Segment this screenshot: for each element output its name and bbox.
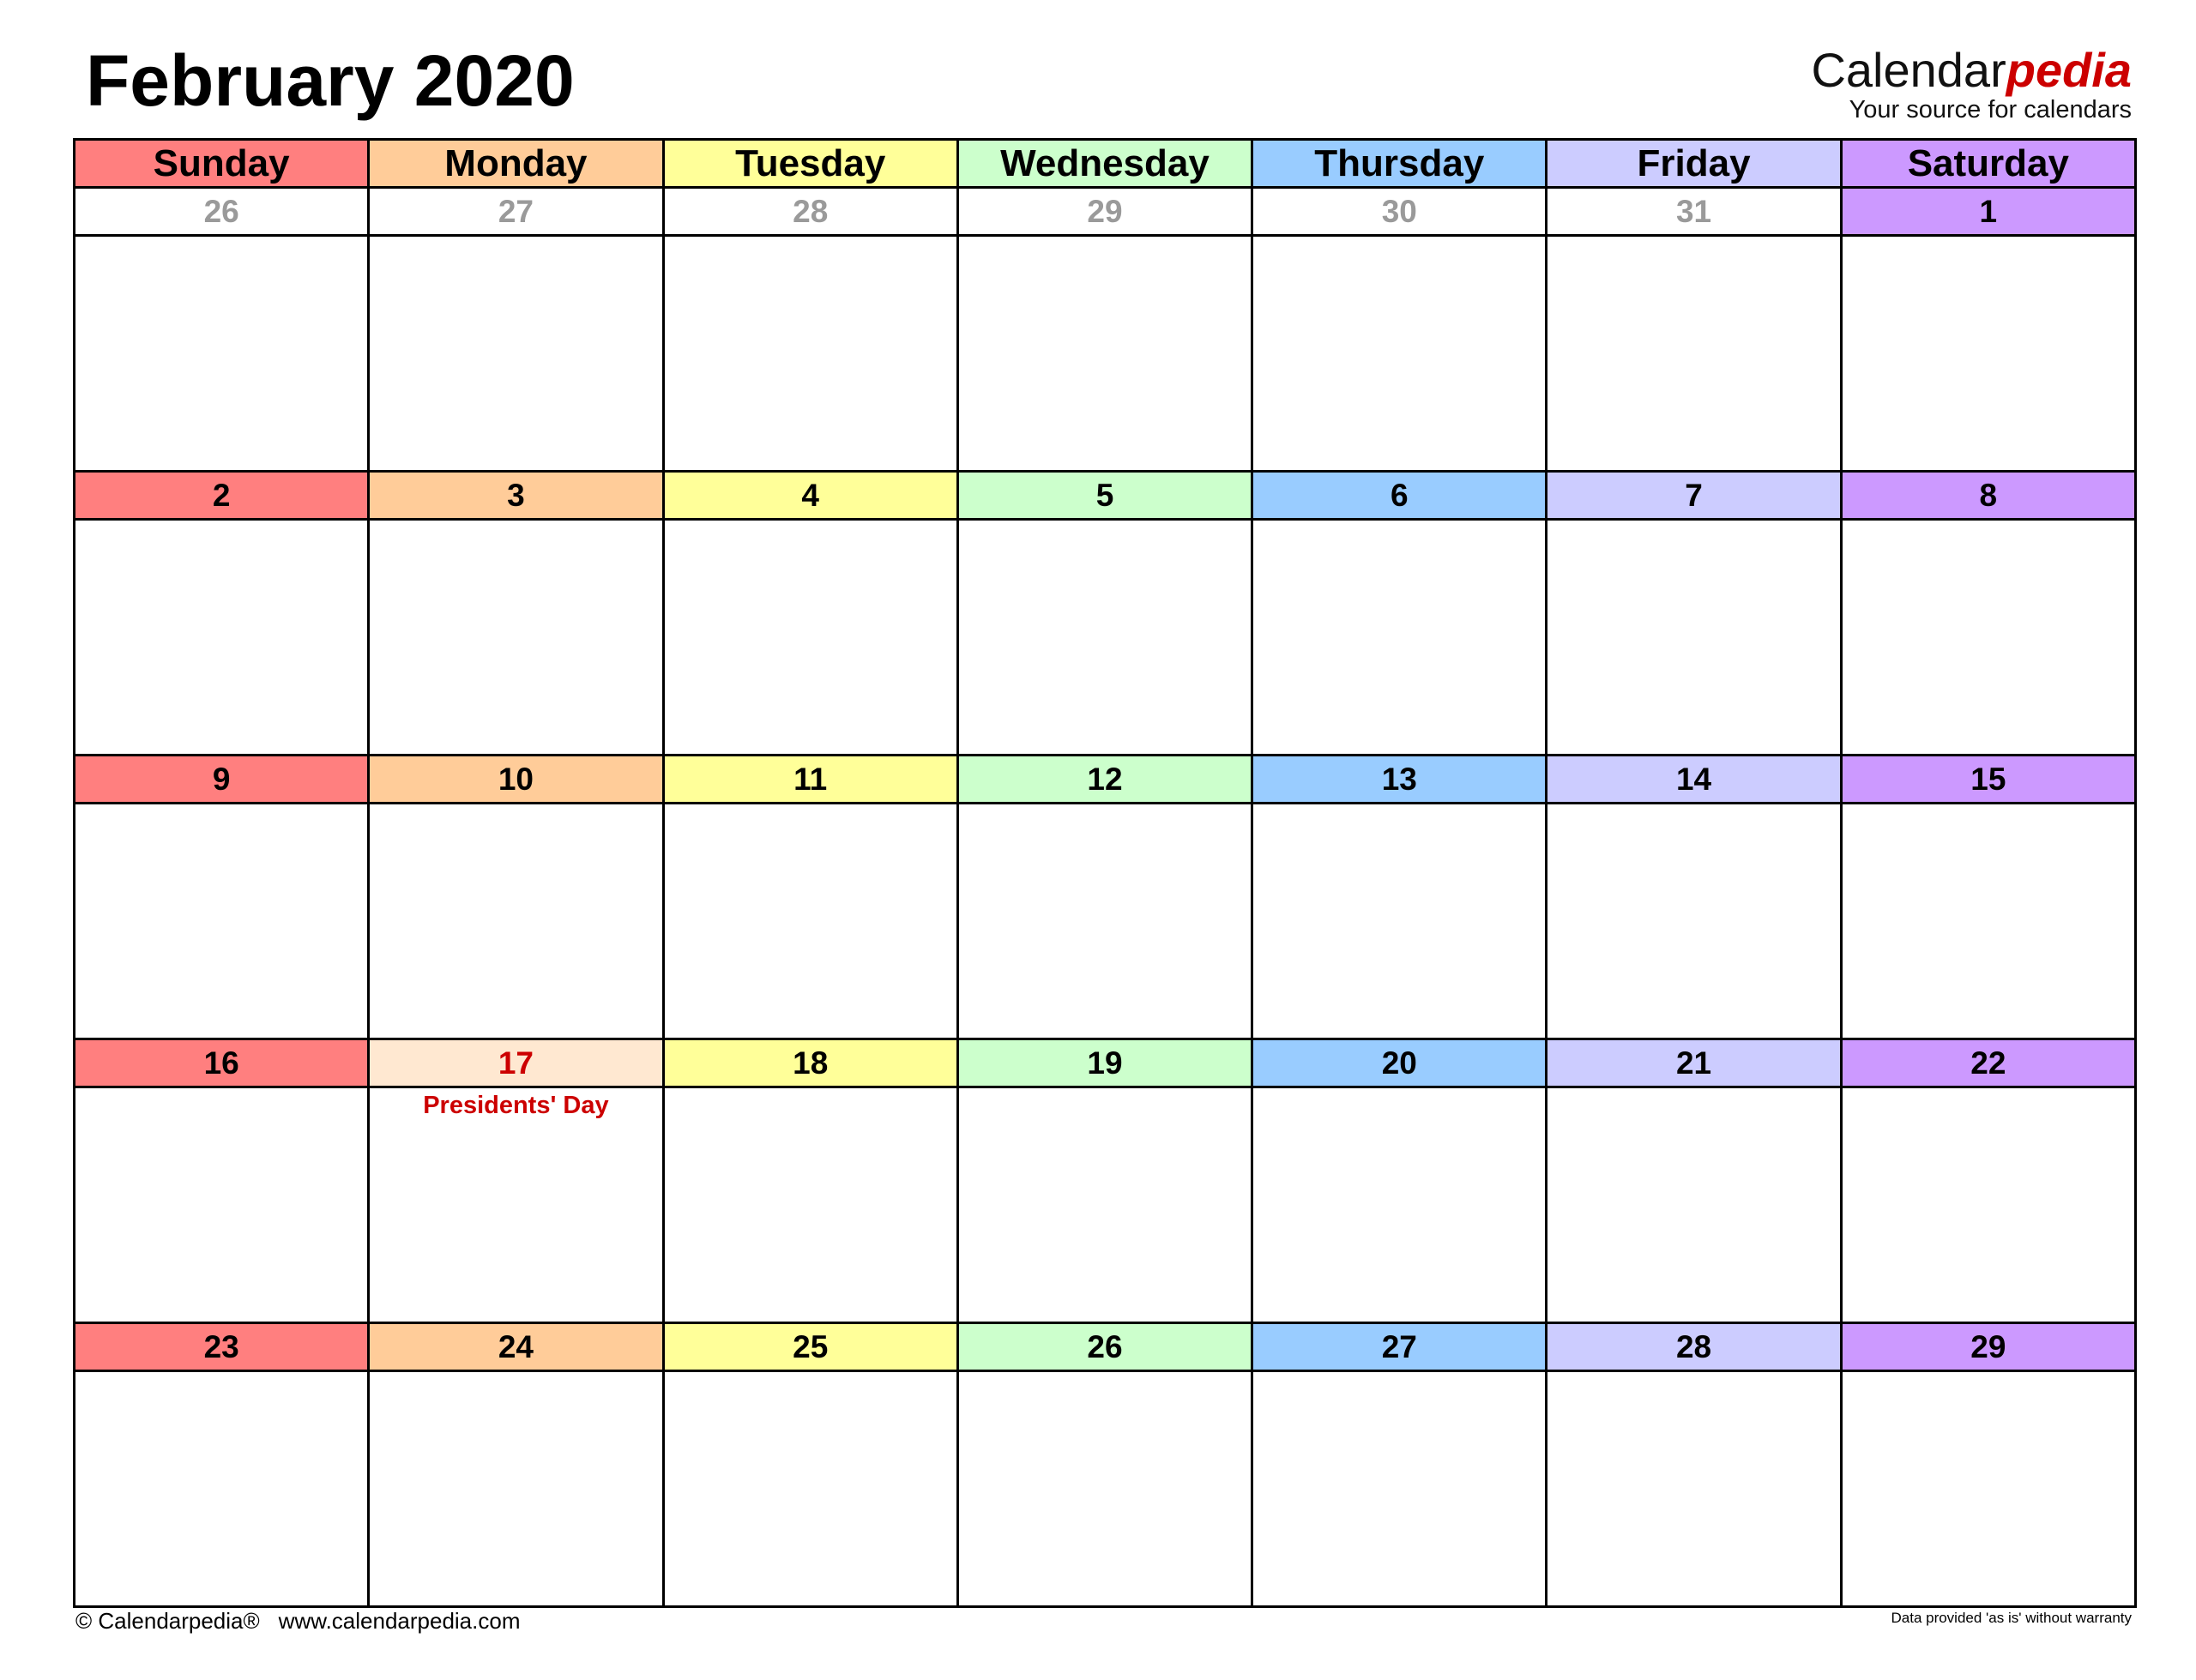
day-cell[interactable] <box>370 473 664 756</box>
calendar-grid <box>73 138 2137 1608</box>
day-cell[interactable] <box>370 756 664 1040</box>
day-cell[interactable] <box>75 473 370 756</box>
day-number-outside-month: 28 <box>665 189 956 237</box>
day-cell[interactable] <box>665 473 959 756</box>
day-number: 27 <box>1253 1324 1545 1372</box>
day-cell[interactable] <box>1843 189 2137 473</box>
weekday-header-sunday: Sunday <box>75 141 370 189</box>
brand-tagline: Your source for calendars <box>1849 96 2132 123</box>
day-cell[interactable] <box>1843 756 2137 1040</box>
brand-logo[interactable] <box>1811 45 2132 123</box>
day-notes-area[interactable] <box>1547 804 1839 1038</box>
day-notes-area[interactable] <box>959 521 1251 754</box>
day-cell[interactable] <box>1547 1324 1842 1608</box>
day-notes-area[interactable] <box>1547 1088 1839 1322</box>
day-cell[interactable] <box>1253 756 1547 1040</box>
day-notes-area[interactable] <box>370 804 661 1038</box>
day-notes-area[interactable] <box>1843 1088 2134 1322</box>
day-notes-area[interactable] <box>1547 521 1839 754</box>
week-row <box>75 189 2137 473</box>
day-number: 18 <box>665 1040 956 1088</box>
day-cell[interactable] <box>75 189 370 473</box>
day-cell[interactable] <box>665 1324 959 1608</box>
day-notes-area[interactable] <box>1547 237 1839 470</box>
day-notes-area[interactable] <box>665 237 956 470</box>
page-title: February 2020 <box>86 40 575 121</box>
day-number-outside-month: 26 <box>75 189 367 237</box>
day-cell[interactable] <box>1547 189 1842 473</box>
day-notes-area[interactable] <box>959 237 1251 470</box>
day-cell[interactable] <box>75 1040 370 1324</box>
day-notes-area[interactable] <box>1253 237 1545 470</box>
day-cell[interactable] <box>959 189 1253 473</box>
day-notes-area[interactable] <box>1253 804 1545 1038</box>
day-cell[interactable] <box>1253 1324 1547 1608</box>
week-row <box>75 1040 2137 1324</box>
day-notes-area[interactable] <box>1547 1372 1839 1605</box>
day-notes-area[interactable] <box>1253 1088 1545 1322</box>
holiday-label: Presidents' Day <box>423 1092 609 1119</box>
day-number: 16 <box>75 1040 367 1088</box>
footer-left <box>75 1608 520 1635</box>
day-notes-area[interactable] <box>1253 521 1545 754</box>
day-number: 20 <box>1253 1040 1545 1088</box>
footer-disclaimer: Data provided 'as is' without warranty <box>1891 1610 2132 1626</box>
weekday-header-wednesday: Wednesday <box>959 141 1253 189</box>
day-cell[interactable] <box>1547 1040 1842 1324</box>
day-cell[interactable] <box>75 756 370 1040</box>
weekday-header-monday: Monday <box>370 141 664 189</box>
day-number: 22 <box>1843 1040 2134 1088</box>
day-notes-area[interactable] <box>665 521 956 754</box>
day-cell[interactable] <box>1253 473 1547 756</box>
weekday-header-row <box>75 141 2137 189</box>
day-cell[interactable] <box>370 189 664 473</box>
day-notes-area[interactable] <box>75 804 367 1038</box>
day-number: 19 <box>959 1040 1251 1088</box>
day-number-outside-month: 30 <box>1253 189 1545 237</box>
day-number: 24 <box>370 1324 661 1372</box>
day-number: 1 <box>1843 189 2134 237</box>
day-number: 23 <box>75 1324 367 1372</box>
day-notes-area[interactable] <box>959 1088 1251 1322</box>
footer-website-link[interactable]: www.calendarpedia.com <box>278 1608 521 1634</box>
day-notes-area[interactable] <box>75 237 367 470</box>
day-notes-area[interactable] <box>1843 804 2134 1038</box>
day-notes-area[interactable] <box>370 1088 661 1322</box>
day-notes-area[interactable] <box>75 521 367 754</box>
week-row <box>75 473 2137 756</box>
day-cell[interactable] <box>1253 1040 1547 1324</box>
day-cell[interactable] <box>959 1324 1253 1608</box>
day-cell[interactable] <box>1843 1040 2137 1324</box>
day-number: 26 <box>959 1324 1251 1372</box>
weekday-header-tuesday: Tuesday <box>665 141 959 189</box>
day-notes-area[interactable] <box>1843 521 2134 754</box>
footer-copyright: © Calendarpedia® <box>75 1608 260 1634</box>
day-number: 2 <box>75 473 367 521</box>
day-number: 28 <box>1547 1324 1839 1372</box>
week-row <box>75 1324 2137 1608</box>
day-number: 4 <box>665 473 956 521</box>
day-number: 21 <box>1547 1040 1839 1088</box>
day-number: 17 <box>370 1040 661 1088</box>
day-cell[interactable] <box>665 189 959 473</box>
day-number: 12 <box>959 756 1251 804</box>
day-cell[interactable] <box>370 1040 664 1324</box>
weekday-header-thursday: Thursday <box>1253 141 1547 189</box>
day-cell[interactable] <box>1843 473 2137 756</box>
day-notes-area[interactable] <box>75 1088 367 1322</box>
day-notes-area[interactable] <box>665 804 956 1038</box>
day-notes-area[interactable] <box>959 804 1251 1038</box>
day-number-outside-month: 31 <box>1547 189 1839 237</box>
day-number-outside-month: 29 <box>959 189 1251 237</box>
day-cell[interactable] <box>1253 189 1547 473</box>
weekday-header-friday: Friday <box>1547 141 1842 189</box>
day-number: 25 <box>665 1324 956 1372</box>
week-row <box>75 756 2137 1040</box>
day-cell[interactable] <box>75 1324 370 1608</box>
brand-name <box>1811 45 2132 96</box>
day-number: 6 <box>1253 473 1545 521</box>
day-notes-area[interactable] <box>1253 1372 1545 1605</box>
day-notes-area[interactable] <box>959 1372 1251 1605</box>
day-notes-area[interactable] <box>1843 237 2134 470</box>
day-number-outside-month: 27 <box>370 189 661 237</box>
day-cell[interactable] <box>1547 756 1842 1040</box>
day-notes-area[interactable] <box>1843 1372 2134 1605</box>
day-number: 15 <box>1843 756 2134 804</box>
day-cell[interactable] <box>959 1040 1253 1324</box>
brand-name-accent: pedia <box>2006 43 2132 97</box>
day-number: 9 <box>75 756 367 804</box>
day-number: 11 <box>665 756 956 804</box>
day-notes-area[interactable] <box>665 1088 956 1322</box>
day-number: 29 <box>1843 1324 2134 1372</box>
day-cell[interactable] <box>959 756 1253 1040</box>
day-number: 8 <box>1843 473 2134 521</box>
day-number: 13 <box>1253 756 1545 804</box>
day-number: 5 <box>959 473 1251 521</box>
day-number: 14 <box>1547 756 1839 804</box>
day-cell[interactable] <box>370 1324 664 1608</box>
day-cell[interactable] <box>1843 1324 2137 1608</box>
day-cell[interactable] <box>665 1040 959 1324</box>
day-notes-area[interactable] <box>75 1372 367 1605</box>
day-notes-area[interactable] <box>370 521 661 754</box>
brand-name-prefix: Calendar <box>1811 43 2006 97</box>
day-notes-area[interactable] <box>370 1372 661 1605</box>
day-number: 3 <box>370 473 661 521</box>
day-notes-area[interactable] <box>665 1372 956 1605</box>
day-notes-area[interactable] <box>370 237 661 470</box>
day-cell[interactable] <box>665 756 959 1040</box>
weekday-header-saturday: Saturday <box>1843 141 2137 189</box>
day-cell[interactable] <box>959 473 1253 756</box>
day-number: 10 <box>370 756 661 804</box>
day-number: 7 <box>1547 473 1839 521</box>
day-cell[interactable] <box>1547 473 1842 756</box>
